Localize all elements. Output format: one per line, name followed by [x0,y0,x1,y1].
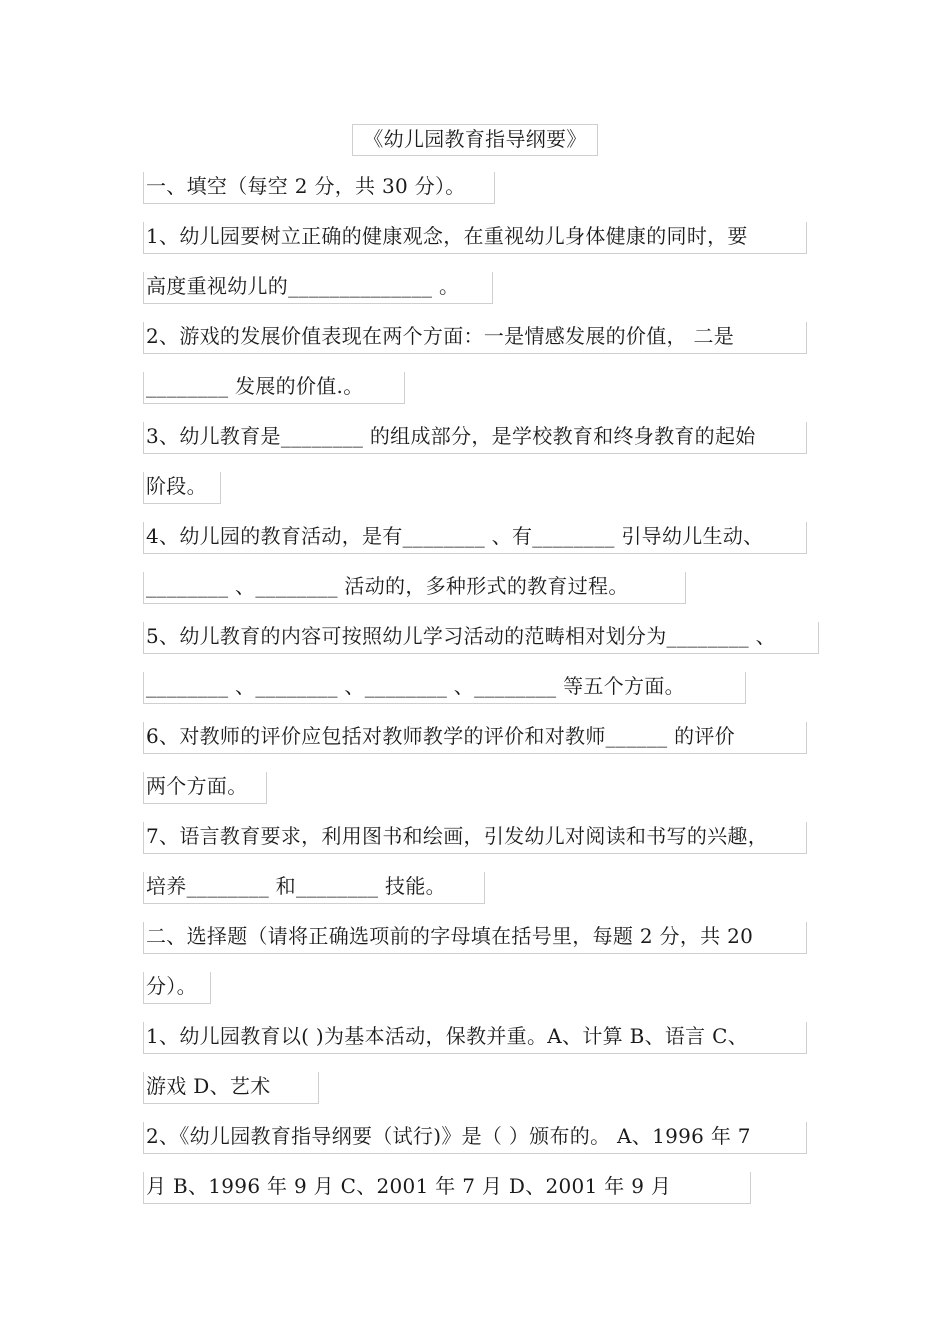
section2-heading-line-1: 二、选择题（请将正确选项前的字母填在括号里，每题 2 分，共 20 [143,922,807,954]
q5-line-1: 5、幼儿教育的内容可按照幼儿学习活动的范畴相对划分为________ 、 [143,622,819,654]
q6-line-2: 两个方面。 [143,772,267,804]
document-title: 《幼儿园教育指导纲要》 [352,124,598,156]
q5-line-2: ________ 、________ 、________ 、________ 等五个方面。 [143,672,746,704]
section2-heading-line-2: 分）。 [143,972,211,1004]
mc2-line-1: 2、《幼儿园教育指导纲要（试行)》是（ ）颁布的。 A、1996 年 7 [143,1122,807,1154]
q7-line-2: 培养________ 和________ 技能。 [143,872,485,904]
q4-line-1: 4、幼儿园的教育活动，是有________ 、有________ 引导幼儿生动、 [143,522,807,554]
q2-line-1: 2、游戏的发展价值表现在两个方面：一是情感发展的价值， 二是 [143,322,807,354]
q4-line-2: ________ 、________ 活动的，多种形式的教育过程。 [143,572,686,604]
q3-line-1: 3、幼儿教育是________ 的组成部分，是学校教育和终身教育的起始 [143,422,807,454]
mc2-line-2: 月 B、1996 年 9 月 C、2001 年 7 月 D、2001 年 9 月 [143,1172,751,1204]
q2-line-2: ________ 发展的价值.。 [143,372,405,404]
mc1-line-1: 1、幼儿园教育以( )为基本活动，保教并重。A、计算 B、语言 C、 [143,1022,807,1054]
q7-line-1: 7、语言教育要求，利用图书和绘画，引发幼儿对阅读和书写的兴趣， [143,822,807,854]
q1-line-2: 高度重视幼儿的______________ 。 [143,272,493,304]
q3-line-2: 阶段。 [143,472,221,504]
q1-line-1: 1、幼儿园要树立正确的健康观念，在重视幼儿身体健康的同时，要 [143,222,807,254]
mc1-line-2: 游戏 D、艺术 [143,1072,319,1104]
q6-line-1: 6、对教师的评价应包括对教师教学的评价和对教师______ 的评价 [143,722,807,754]
section1-heading: 一、填空（每空 2 分，共 30 分）。 [143,172,495,204]
